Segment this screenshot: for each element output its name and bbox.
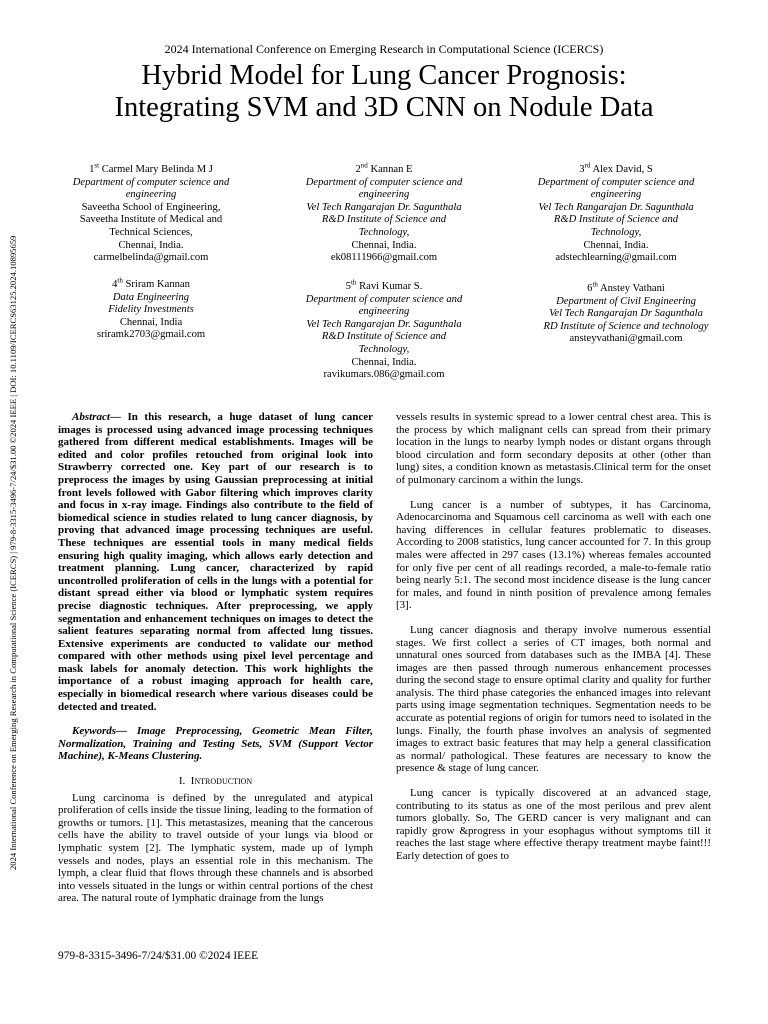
abstract-label: Abstract—: [72, 411, 121, 423]
author-name: 3rd Alex David, S: [579, 161, 653, 175]
author-email: adstechlearning@gmail.com: [555, 252, 677, 264]
keywords-text: Image Preprocessing, Geometric Mean Filter, Normalization, Training and Testing Sets, SVM (Support Vector Machine), K-Means Clustering.: [58, 725, 373, 763]
author-block-3: [518, 161, 714, 265]
author-affil-line: R&D Institute of Science and: [553, 214, 679, 226]
author-name: 1st Carmel Mary Belinda M J: [89, 161, 213, 175]
author-name: 4th Sriram Kannan: [112, 276, 190, 290]
author-name: 6th Anstey Vathani: [587, 280, 665, 294]
author-block-2: [286, 161, 482, 265]
author-affil-line: Vel Tech Rangarajan Dr. Sagunthala: [306, 318, 462, 330]
author-affil-line: Chennai, India.: [118, 239, 184, 251]
right-paragraph-4: Lung cancer is typically discovered at an advanced stage, contributing to its status as one of the most perilous and prev alent tumors globally. So, The GERD cancer is very malignant and can rapidly grow &progress in your esophagus without symptoms till it reaches the last stage where effective therapy treatment maybe faint!!! Early detection of goes to: [396, 787, 711, 862]
title-line-1: Hybrid Model for Lung Cancer Prognosis:: [141, 60, 627, 91]
author-dept: Department of computer science and engineering: [305, 293, 463, 318]
right-paragraph-2: Lung cancer is a number of subtypes, it has Carcinoma, Adenocarcinoma and Squamous cell carcinoma as well with each one having differences in cellular features problematic to diseases. According to 2008 statistics, lung cancer accounted for 7. In this group males were affected in 297 cases (13.1%) whereas females accounted for only five per cent of all readings recorded, a male-to-female ratio being nearly 5:1. The second most incidence disease is the lung cancer for males, and found in ninth position of prevalence among females [3].: [396, 498, 711, 612]
abstract-text: In this research, a huge dataset of lung cancer images is processed using advanced image processing techniques gathered from different medical establishments. Images will be edited and color profiles retouched from original look into Strawberry corrected one. Key part of our research is to preprocess the images by using Gaussian preprocessing at initial front levels followed with Gabor filtering which improves clarity and focus in x-ray image. Findings also contribute to the field of biomedical science in studies related to lung cancer diagnosis, by proving that advanced image processing techniques are useful. These techniques are essential tools in many medical fields ensuring high quality imaging, which allows early detection and treatment planning. Lung cancer, characterized by rapid uncontrolled proliferation of cells in the lungs with a potential for distant spread either via blood or lymphatic system requires precise diagnostic techniques. After preprocessing, we apply segmentation and enhancement techniques on images to detect the salient features separating normal from affected lung tissues. Extensive experiments are conducted to validate our method compared with other methods using pixel level percentage and mask labels for anomaly detection. This work highlights the importance of a robust imaging approach for health care, especially in biomedical research where various diseases could be detected and treated.: [58, 411, 373, 713]
keywords: [58, 725, 373, 763]
doi-sidebar: 2024 International Conference on Emerging Research in Computational Science (ICERCS) | 979-8-3315-3496-7/24/$31.00 ©2024 IEEE | DOI: 10.1109/ICERCS63125.2024.10895659: [8, 235, 18, 870]
author-email: carmelbelinda@gmail.com: [93, 252, 209, 264]
right-paragraph-1: vessels results in systemic spread to a lower central chest area. This is the process by which malignant cells can spread from their primary location in the lungs to nearby lymph nodes or distant organs through blood circulation and form secondary deposits at other (other than lung) sites, a condition known as metastasis.Clinical term for the onset of pulmonary carcinom a within the lungs.: [396, 411, 711, 486]
right-paragraph-3: Lung cancer diagnosis and therapy involve numerous essential stages. We first collect a series of CT images, both normal and unnatural ones sourced from databases such as the IMBA [4]. These images are then passed through numerous enhancement processes during the second stage to ensure optimal clarity and quality for further analysis. The third phase categories the enhanced images into relevant parts using image segmentation techniques. Segmentation needs to be accurate as potential regions of origin for tumors need to isolated in the lungs. Finally, the fourth phase involves an analysis of segmented images to extract basic features that may help a general classification as normal/ pathological. These features are necessary to know the presence & stage of lung cancer.: [396, 623, 711, 775]
abstract: [58, 411, 373, 713]
section-number: I.: [178, 775, 186, 788]
author-affil-line: Technology,: [358, 226, 410, 238]
author-affil-line: Chennai, India.: [583, 239, 649, 251]
author-block-4: [58, 276, 244, 342]
author-block-5: [286, 278, 482, 382]
author-affil-line: Chennai, India.: [351, 239, 417, 251]
author-affil-line: Fidelity Investments: [108, 304, 194, 316]
author-dept: Department of Civil Engineering: [556, 295, 696, 307]
author-affil-line: Saveetha School of Engineering,: [81, 201, 221, 213]
right-column: [396, 411, 711, 863]
author-affil-line: Technology,: [358, 343, 410, 355]
keywords-label: Keywords—: [72, 725, 127, 738]
author-affil-line: Technical Sciences,: [109, 226, 193, 238]
author-affil-line: R&D Institute of Science and: [321, 331, 447, 343]
author-affil-line: Chennai, India: [119, 316, 183, 328]
conference-header: 2024 International Conference on Emerging Research in Computational Science (ICERCS): [164, 42, 604, 56]
author-dept: Department of computer science and engineering: [72, 176, 230, 201]
author-name: 5th Ravi Kumar S.: [345, 278, 423, 292]
author-affil-line: Vel Tech Rangarajan Dr. Sagunthala: [306, 201, 462, 213]
section-title: Introduction: [190, 775, 253, 788]
author-dept: Department of computer science and engineering: [537, 176, 695, 201]
author-affil-line: Saveetha Institute of Medical and: [79, 214, 223, 226]
author-email: ansteyvathani@gmail.com: [569, 333, 683, 345]
author-affil-line: Chennai, India.: [351, 356, 417, 368]
section-heading: [58, 775, 373, 788]
footer-copyright: 979-8-3315-3496-7/24/$31.00 ©2024 IEEE: [58, 950, 259, 962]
author-affil-line: Technology,: [590, 226, 642, 238]
author-block-6: [518, 280, 734, 346]
author-dept: Data Engineering: [112, 291, 190, 303]
author-email: ek08111966@gmail.com: [330, 252, 438, 264]
author-affil-line: Vel Tech Rangarajan Dr Sagunthala: [549, 308, 703, 320]
left-column: [58, 411, 373, 905]
author-affil-line: R&D Institute of Science and: [321, 214, 447, 226]
author-affil-line: RD Institute of Science and technology: [543, 320, 709, 332]
author-affil-line: Vel Tech Rangarajan Dr. Sagunthala: [538, 201, 694, 213]
title-line-2: Integrating SVM and 3D CNN on Nodule Data: [114, 92, 654, 123]
author-name: 2nd Kannan E: [355, 161, 413, 175]
paper-title: [40, 60, 728, 124]
author-email: ravikumars.086@gmail.com: [323, 369, 445, 381]
author-email: sriramk2703@gmail.com: [96, 329, 206, 341]
intro-paragraph-1: Lung carcinoma is defined by the unregulated and atypical proliferation of cells inside the tissue lining, leading to the formation of growths or tumors. [1]. This metastasizes, meaning that the cancerous cells have the ability to travel outside of your lungs via blood or lymphatic system [2]. The lymphatic system, made up of lymph vessels and nodes, plays an essential role in this mechanism. The lymph, a clear fluid that flows through these channels and is absorbed into vessels situated in the lungs or within central portions of the chest area. The natural route of lymphatic drainage from the lungs: [58, 791, 373, 905]
author-dept: Department of computer science and engineering: [305, 176, 463, 201]
author-block-1: [58, 161, 244, 265]
